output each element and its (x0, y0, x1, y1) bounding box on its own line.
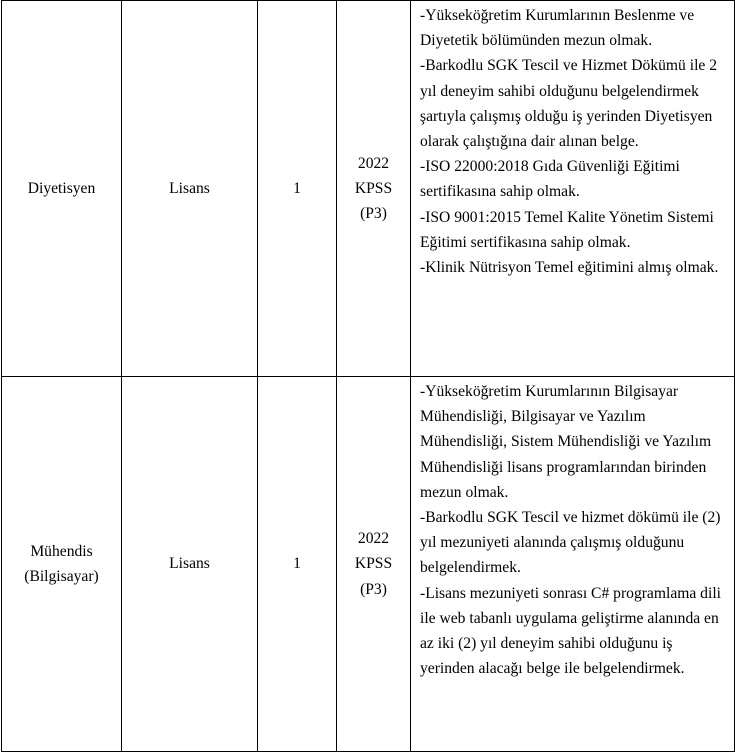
education-cell (122, 1, 258, 377)
position-title: Mühendis (30, 542, 93, 560)
position-cell (2, 1, 122, 377)
exam-cell (337, 377, 411, 752)
exam-name: KPSS (354, 179, 393, 197)
position-subtitle: (Bilgisayar) (24, 568, 99, 585)
requirements-cell (411, 377, 735, 752)
requirement-item: -Barkodlu SGK Tescil ve Hizmet Dökümü ile 2 yıl deneyim sahibi olduğunu belgelendirmek şartıyla çalışmış olduğu iş yerinden Diyetisyen olarak çalıştığına dair alınan belge. (420, 57, 718, 151)
exam-score-type: (P3) (360, 580, 387, 598)
education-level: Lisans (169, 179, 210, 197)
requirement-item: -Yükseköğretim Kurumlarının Bilgisayar Mühendisliği, Bilgisayar ve Yazılım Mühendisliği, Sistem Mühendisliği ve Yazılım Mühendisliği lisans programlarından birinden mezun olmak. (420, 383, 712, 501)
exam-year: 2022 (357, 154, 390, 172)
count-cell (258, 1, 337, 377)
education-level: Lisans (169, 555, 210, 573)
requirements-cell (411, 1, 735, 377)
position-count: 1 (293, 555, 301, 573)
requirement-item: -ISO 22000:2018 Gıda Güvenliği Eğitimi sertifikasına sahip olmak. (420, 158, 680, 201)
requirement-item: -ISO 9001:2015 Temel Kalite Yönetim Sistemi Eğitimi sertifikasına sahip olmak. (420, 208, 714, 251)
requirement-item: -Barkodlu SGK Tescil ve hizmet dökümü ile (2) yıl mezuniyeti alanında çalışmış olduğunu belgelendirmek. (420, 509, 721, 577)
exam-cell (337, 1, 411, 377)
positions-table (1, 0, 735, 752)
requirement-item: -Yükseköğretim Kurumlarının Beslenme ve Diyetetik bölümünden mezun olmak. (420, 7, 695, 50)
position-title: Diyetisyen (27, 179, 96, 197)
requirement-item: -Klinik Nütrisyon Temel eğitimini almış olmak. (420, 259, 719, 277)
count-cell (258, 377, 337, 752)
position-cell (2, 377, 122, 752)
exam-score-type: (P3) (360, 205, 387, 223)
exam-name: KPSS (354, 555, 393, 573)
exam-year: 2022 (357, 530, 390, 548)
position-count: 1 (293, 179, 301, 197)
table-row (2, 1, 735, 377)
education-cell (122, 377, 258, 752)
table-row (2, 377, 735, 752)
requirement-item: -Lisans mezuniyeti sonrası C# programlama dili ile web tabanlı uygulama geliştirme alanında en az iki (2) yıl deneyim sahibi olduğunu iş yerinden alacağı belge ile belgelendirmek. (420, 584, 721, 678)
